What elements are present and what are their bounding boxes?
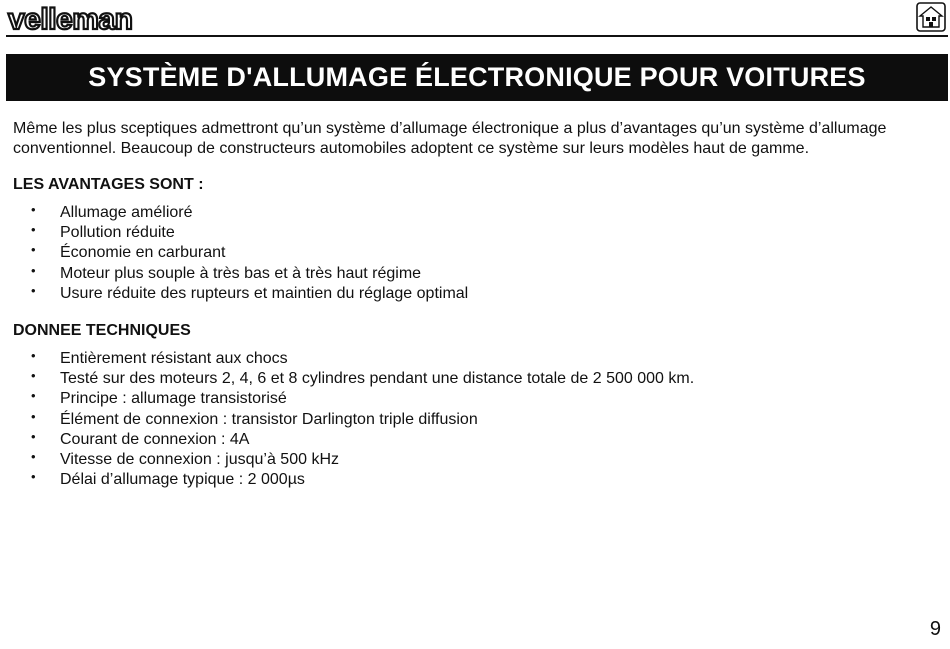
list-item (28, 243, 468, 263)
list-item-text: Économie en carburant (60, 244, 226, 262)
list-item (28, 203, 468, 223)
velleman-logo (6, 4, 142, 34)
advantages-list (28, 203, 468, 304)
bullet-icon: • (31, 408, 36, 424)
bullet-icon: • (31, 348, 36, 363)
list-item-text: Allumage amélioré (60, 204, 193, 221)
list-item (28, 430, 694, 450)
page-number: 9 (929, 618, 941, 640)
list-item (28, 349, 694, 369)
page-header (0, 0, 950, 38)
house-icon (916, 2, 946, 32)
bullet-icon: • (31, 262, 36, 278)
technical-heading: DONNEE TECHNIQUES (13, 322, 191, 339)
page-title: SYSTÈME D'ALLUMAGE ÉLECTRONIQUE POUR VOITURES (6, 54, 948, 101)
intro-paragraph: Même les plus sceptiques admettront qu’un système d’allumage électronique a plus d’avantages qu’un système d’allumage conventionnel. Beaucoup de constructeurs automobiles adoptent ce système sur leurs modèles haut de gamme. (13, 120, 887, 157)
list-item-text: Testé sur des moteurs 2, 4, 6 et 8 cylindres pendant une distance totale de 2 500 000 km. (60, 370, 695, 388)
header-divider (6, 35, 948, 37)
bullet-icon: • (31, 368, 36, 384)
bullet-icon: • (31, 469, 36, 485)
list-item-text: Délai d’allumage typique : 2 000µs (60, 471, 305, 489)
bullet-icon: • (31, 222, 36, 238)
list-item-text: Principe : allumage transistorisé (60, 390, 287, 408)
list-item-text: Usure réduite des rupteurs et maintien du réglage optimal (60, 284, 469, 302)
bullet-icon: • (31, 448, 36, 464)
technical-list (28, 349, 694, 490)
advantages-heading: LES AVANTAGES SONT : (13, 176, 204, 193)
list-item (28, 470, 694, 490)
list-item (28, 264, 468, 284)
bullet-icon: • (31, 388, 36, 404)
list-item (28, 450, 694, 470)
list-item-text: Moteur plus souple à très bas et à très haut régime (60, 264, 422, 282)
list-item-text: Entièrement résistant aux chocs (60, 350, 288, 367)
bullet-icon: • (31, 282, 36, 298)
list-item (28, 389, 694, 409)
list-item (28, 369, 694, 389)
list-item (28, 284, 468, 304)
list-item-text: Élément de connexion : transistor Darlington triple diffusion (60, 410, 478, 428)
velleman-logo-graphic (6, 4, 142, 34)
list-item-text: Pollution réduite (60, 224, 175, 242)
bullet-icon: • (31, 242, 36, 258)
bullet-icon: • (31, 428, 36, 444)
list-item (28, 410, 694, 430)
velleman-logo-text: velleman (8, 4, 133, 34)
list-item (28, 223, 468, 243)
bullet-icon: • (31, 202, 36, 217)
list-item-text: Vitesse de connexion : jusqu’à 500 kHz (60, 450, 339, 468)
list-item-text: Courant de connexion : 4A (60, 430, 250, 448)
